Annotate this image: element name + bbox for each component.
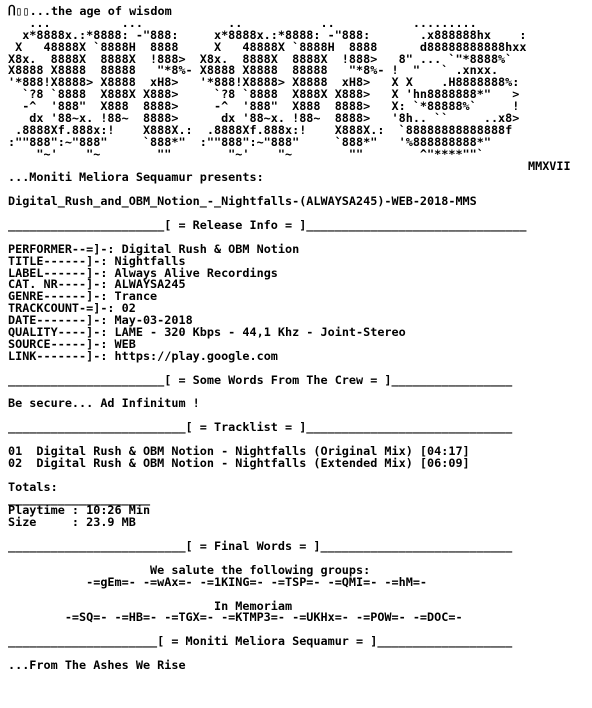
groups-line: -=gEm=- -=wAx=- -=1KING=- -=TSP=- -=QMI=- -=hM=- — [8, 574, 428, 589]
release-info-row — [8, 348, 592, 363]
release-info-value: Trance — [107, 289, 158, 304]
ascii-art-line: "~' "~ "" "~' "~ "" ^"****""` — [8, 146, 484, 161]
track-row: 01 Digital Rush & OBM Notion - Nightfalls (Original Mix) [04:17] — [8, 443, 470, 458]
release-info-key: TRACKCOUNT-=]-: — [8, 301, 115, 316]
track-row: 02 Digital Rush & OBM Notion - Nightfalls (Extended Mix) [06:09] — [8, 455, 470, 470]
footer-header: _____________________[ = Moniti Meliora Sequamur = ]___________________ — [8, 634, 513, 649]
release-info-key: LINK-------]-: — [8, 348, 108, 363]
release-info-value: WEB — [107, 336, 136, 351]
totals-playtime: Playtime : 10:26 Min — [8, 503, 151, 518]
memoriam-line: -=SQ=- -=HB=- -=TGX=- -=KTMP3=- -=UKHx=- -=POW=- -=DOC=- — [8, 610, 463, 625]
final-words-header: _________________________[ = Final Words = ]___________________________ — [8, 539, 513, 554]
release-info-value: ALWAYSA245 — [107, 277, 186, 292]
release-info-fields — [8, 241, 592, 363]
release-info-value: 02 — [114, 301, 136, 316]
tracklist-header: _________________________[ = Tracklist = ]_____________________________ — [8, 420, 513, 435]
release-info-key: GENRE------]-: — [8, 289, 108, 304]
ascii-art-line: X8888 X8888 88888 "*8%- X8888 X8888 88888 "*8%- ! " ` .xnxx. — [8, 63, 499, 78]
closing-line: ...From The Ashes We Rise — [8, 657, 186, 672]
ascii-art-line: X8x. 8888X 8888X !888> X8x. 8888X 8888X !888> 8" ... `"*8888%` — [8, 51, 513, 66]
ascii-art-line: .8888Xf.888x:! X888X.: .8888Xf.888x:! X888X.: `88888888888888f — [8, 122, 513, 137]
release-info-key: LABEL------]-: — [8, 265, 108, 280]
release-info-value: https://play.google.com — [107, 348, 278, 363]
tagline: Ⴖ▯▯...the age of wisdom — [8, 4, 172, 18]
ascii-art-line: dx '88~x. !88~ 8888> dx '88~x. !88~ 8888> '8h.. `` ..x8> — [8, 111, 520, 126]
salute-line: We salute the following groups: — [8, 562, 371, 577]
release-info-value: LAME - 320 Kbps - 44,1 Khz - Joint-Stereo — [107, 325, 406, 340]
totals-size: Size : 23.9 MB — [8, 515, 136, 530]
release-info-key: TITLE------]-: — [8, 253, 108, 268]
release-info-value: Nightfalls — [107, 253, 186, 268]
totals-title: Totals: — [8, 479, 58, 494]
ascii-art-line: `?8 `8888 X888X X888> `?8 `8888 X888X X888> X 'hn8888888*" > — [8, 87, 520, 102]
release-name: Digital_Rush_and_OBM_Notion_-_Nightfalls-(ALWAYSA245)-WEB-2018-MMS — [8, 194, 477, 209]
release-info-header: ______________________[ = Release Info = ]_______________________________ — [8, 218, 527, 233]
release-info-key: PERFORMER--=]-: — [8, 241, 115, 256]
release-info-value: Digital Rush & OBM Notion — [114, 241, 300, 256]
ascii-art-line: -^ '888" X888 8888> -^ '888" X888 8888> X: `*88888%` ! — [8, 99, 520, 114]
totals-rule: ____________________ — [8, 491, 151, 506]
release-info-key: DATE-------]-: — [8, 313, 108, 328]
ascii-art-line: X 48888X `8888H 8888 X 48888X `8888H 8888 d88888888888hxx — [8, 39, 527, 54]
ascii-art-logo — [8, 15, 592, 161]
release-info-value: May-03-2018 — [107, 313, 193, 328]
memoriam-title: In Memoriam — [8, 598, 293, 613]
ascii-art-line: x*8888x.:*8888: -"888: x*8888x.:*8888: -"888: .x888888hx : — [8, 27, 527, 42]
release-info-key: CAT. NR----]-: — [8, 277, 108, 292]
presents-line: ...Moniti Meliora Sequamur presents: — [8, 170, 264, 185]
ascii-art-line: ... ... .. .. ......... — [8, 15, 477, 30]
ascii-art-line: '*888!X8888> X8888 xH8> '*888!X8888> X8888 xH8> X X .H8888888%: — [8, 75, 520, 90]
year-mark: MMXVII — [528, 158, 571, 173]
ascii-art-line: :""888":~"888" `888*" :""888":~"888" `888*" '%888888888*" — [8, 134, 491, 149]
crew-message: Be secure... Ad Infinitum ! — [8, 396, 200, 411]
release-info-value: Always Alive Recordings — [107, 265, 278, 280]
release-info-key: SOURCE-----]-: — [8, 336, 108, 351]
crew-header: ______________________[ = Some Words From The Crew = ]_________________ — [8, 372, 513, 387]
release-info-key: QUALITY----]-: — [8, 325, 108, 340]
